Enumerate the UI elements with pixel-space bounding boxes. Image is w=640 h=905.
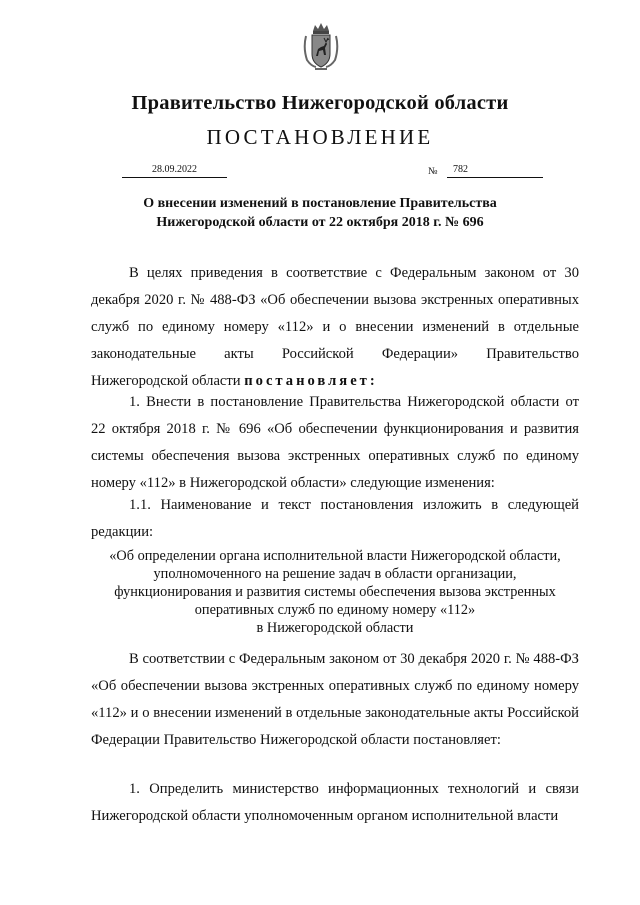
subject-line: Нижегородской области от 22 октября 2018 г. № 696 <box>156 215 484 230</box>
quote-line: «Об определении органа исполнительной власти Нижегородской области, <box>109 548 561 564</box>
quote-line: оперативных служб по единому номеру «112» <box>194 602 476 618</box>
document-number <box>447 163 543 178</box>
document-date <box>122 163 227 178</box>
coat-of-arms-emblem <box>302 22 340 72</box>
quote-line: в Нижегородской области <box>256 620 414 636</box>
organization-title: Правительство Нижегородской области <box>131 92 509 114</box>
document-date-value: 28.09.2022 <box>152 164 197 175</box>
document-number-value: 782 <box>453 164 468 175</box>
document-subject <box>0 194 640 232</box>
quote-line: функционирования и развития системы обеспечения вызова экстренных <box>114 584 556 600</box>
quoted-preamble-paragraph: В соответствии с Федеральным законом от 30 декабря 2020 г. № 488-ФЗ «Об обеспечении вызова экстренных оперативных служб по единому номеру «112» и о внесении изменений в отдельные законодательные акты Российской Федерации Правительство Нижегородской области постановляет: <box>91 651 579 748</box>
paragraph-1-1: 1.1. Наименование и текст постановления изложить в следующей редакции: <box>91 497 579 540</box>
paragraph-1: 1. Внести в постановление Правительства Нижегородской области от 22 октября 2018 г. № 696 «Об обеспечении функционирования и развития системы обеспечения вызова экстренных оперативных служб по единому номеру «112» в Нижегородской области» следующие изменения: <box>91 394 579 491</box>
new-title-quote <box>91 547 579 637</box>
subject-line: О внесении изменений в постановление Правительства <box>143 196 497 211</box>
quote-line: уполномоченного на решение задач в области организации, <box>153 566 517 582</box>
resolves-keyword: постановляет: <box>244 373 378 389</box>
preamble-text: В целях приведения в соответствие с Федеральным законом от 30 декабря 2020 г. № 488-ФЗ «Об обеспечении вызова экстренных оперативных служб по единому номеру «112» и о внесении изменений в отдельные законодательные акты Российской Федерации» Правительство Нижегородской области <box>91 265 579 389</box>
number-sign: № <box>428 166 438 177</box>
document-type: ПОСТАНОВЛЕНИЕ <box>206 125 434 149</box>
quoted-paragraph-1: 1. Определить министерство информационных технологий и связи Нижегородской области уполномоченным органом исполнительной власти <box>91 781 579 824</box>
preamble-paragraph <box>91 260 579 395</box>
